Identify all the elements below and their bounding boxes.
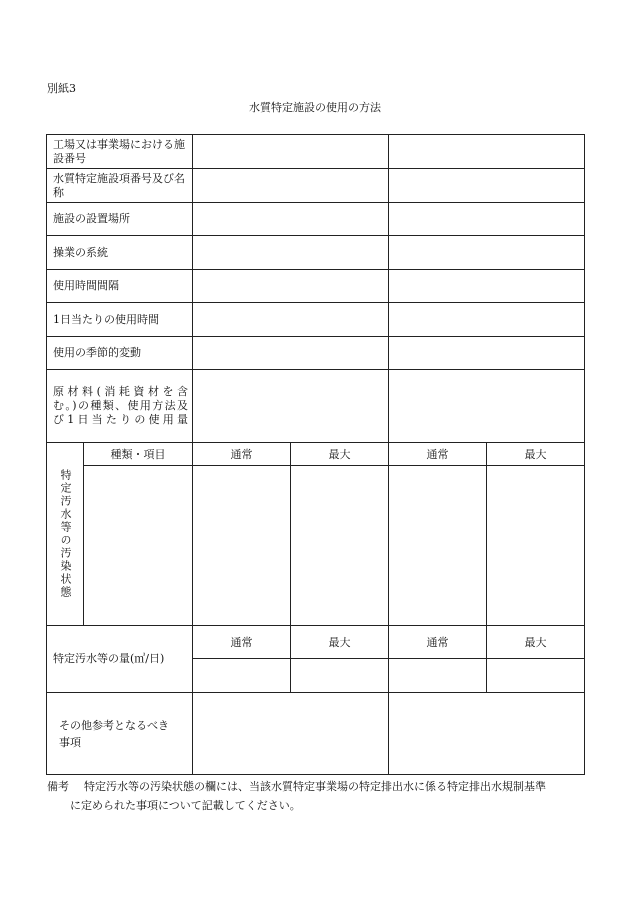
label-daily-hours: 1日当たりの使用時間 (47, 303, 193, 337)
input-location-2[interactable] (389, 203, 585, 236)
input-facility-item-name-2[interactable] (389, 169, 585, 203)
header-max-1: 最大 (291, 443, 389, 466)
label-other (47, 693, 193, 775)
label-facility-number: 工場又は事業場における施設番号 (47, 135, 193, 169)
label-other-line1: その他参考となるべき (59, 718, 169, 732)
facility-usage-table (46, 134, 585, 775)
input-facility-number-2[interactable] (389, 135, 585, 169)
input-daily-hours-1[interactable] (193, 303, 389, 337)
volume-header-max-2: 最大 (487, 626, 585, 659)
pollution-side-label-cell (47, 443, 84, 626)
input-pollution-max-2[interactable] (487, 466, 585, 626)
header-normal-1: 通常 (193, 443, 291, 466)
input-daily-hours-2[interactable] (389, 303, 585, 337)
row-materials (47, 370, 585, 443)
row-pollution-header (47, 443, 585, 466)
form-title: 水質特定施設の使用の方法 (249, 101, 381, 114)
remarks-line2: に定められた事項について記載してください。 (70, 799, 301, 812)
label-seasonal: 使用の季節的変動 (47, 337, 193, 370)
header-max-2: 最大 (487, 443, 585, 466)
row-facility-item-name (47, 169, 585, 203)
volume-header-max-1: 最大 (291, 626, 389, 659)
remarks-line1 (47, 777, 607, 796)
input-pollution-normal-2[interactable] (389, 466, 487, 626)
row-daily-hours (47, 303, 585, 337)
input-other-2[interactable] (389, 693, 585, 775)
row-pollution-body (47, 466, 585, 626)
label-volume: 特定汚水等の量(㎥/日) (47, 626, 193, 693)
remarks-head: 備考 (47, 780, 69, 793)
volume-header-normal-1: 通常 (193, 626, 291, 659)
input-seasonal-2[interactable] (389, 337, 585, 370)
row-volume-header (47, 626, 585, 659)
label-operation: 操業の系統 (47, 236, 193, 270)
volume-header-normal-2: 通常 (389, 626, 487, 659)
row-facility-number (47, 135, 585, 169)
input-pollution-normal-1[interactable] (193, 466, 291, 626)
header-item-type: 種類・項目 (84, 443, 193, 466)
header-normal-2: 通常 (389, 443, 487, 466)
input-volume-max-2[interactable] (487, 659, 585, 693)
input-volume-normal-1[interactable] (193, 659, 291, 693)
remarks-note (47, 777, 607, 815)
label-materials-line2: む。)の種類、使用方法及 (53, 399, 188, 412)
label-materials-line3: び1日当たりの使用量 (53, 413, 188, 426)
input-facility-item-name-1[interactable] (193, 169, 389, 203)
row-operation (47, 236, 585, 270)
input-volume-max-1[interactable] (291, 659, 389, 693)
input-volume-normal-2[interactable] (389, 659, 487, 693)
input-other-1[interactable] (193, 693, 389, 775)
label-facility-item-name: 水質特定施設項番号及び名称 (47, 169, 193, 203)
row-interval (47, 270, 585, 303)
input-operation-2[interactable] (389, 236, 585, 270)
label-materials-line1: 原材料(消耗資材を含 (53, 385, 188, 398)
input-operation-1[interactable] (193, 236, 389, 270)
input-seasonal-1[interactable] (193, 337, 389, 370)
row-other (47, 693, 585, 775)
input-interval-2[interactable] (389, 270, 585, 303)
remarks-text-1: 特定汚水等の汚染状態の欄には、当該水質特定事業場の特定排出水に係る特定排出水規制基準 (84, 780, 546, 793)
input-location-1[interactable] (193, 203, 389, 236)
label-other-line2: 事項 (59, 735, 81, 749)
label-interval: 使用時間間隔 (47, 270, 193, 303)
input-facility-number-1[interactable] (193, 135, 389, 169)
form-number-label: 別紙3 (47, 82, 76, 95)
input-materials-1[interactable] (193, 370, 389, 443)
input-pollution-items[interactable] (84, 466, 193, 626)
input-interval-1[interactable] (193, 270, 389, 303)
row-seasonal (47, 337, 585, 370)
input-materials-2[interactable] (389, 370, 585, 443)
input-pollution-max-1[interactable] (291, 466, 389, 626)
row-location (47, 203, 585, 236)
label-materials (47, 370, 193, 443)
label-location: 施設の設置場所 (47, 203, 193, 236)
pollution-side-label: 特定汚水等の汚染状態 (59, 469, 72, 599)
